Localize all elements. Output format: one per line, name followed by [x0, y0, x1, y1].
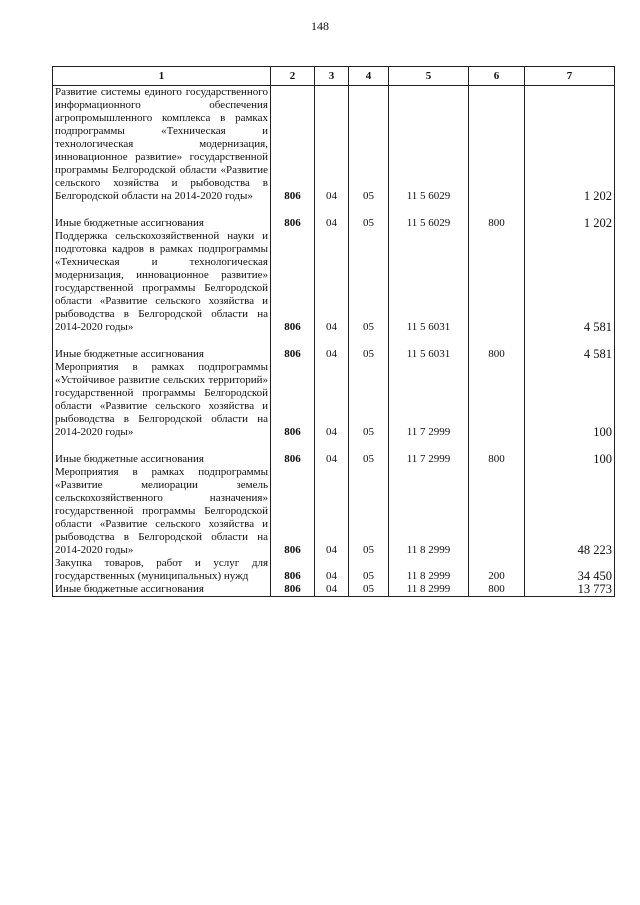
row-sum: 48 223 [525, 466, 615, 557]
row-name: Иные бюджетные ассигнования [53, 453, 271, 466]
row-spacer [53, 203, 615, 217]
row-sum: 1 202 [525, 217, 615, 230]
row-rz: 04 [315, 230, 349, 334]
row-name: Иные бюджетные ассигнования [53, 583, 271, 597]
row-grbs: 806 [271, 361, 315, 439]
header-row [53, 67, 615, 86]
row-csr: 11 5 6029 [389, 86, 469, 204]
header-col-5: 5 [389, 67, 469, 86]
row-grbs: 806 [271, 466, 315, 557]
row-vr: 800 [469, 583, 525, 597]
header-col-4: 4 [349, 67, 389, 86]
row-grbs: 806 [271, 453, 315, 466]
row-rz: 04 [315, 466, 349, 557]
row-csr: 11 8 2999 [389, 557, 469, 583]
table-row [53, 466, 615, 557]
row-pr: 05 [349, 466, 389, 557]
row-vr [469, 466, 525, 557]
table-row [53, 86, 615, 204]
row-sum: 13 773 [525, 583, 615, 597]
row-name: Иные бюджетные ассигнования [53, 348, 271, 361]
row-rz: 04 [315, 361, 349, 439]
row-name: Закупка товаров, работ и услуг для государственных (муниципальных) нужд [53, 557, 271, 583]
row-name: Мероприятия в рамках подпрограммы «Устойчивое развитие сельских территорий» государственной программы Белгородской области «Развитие сельского хозяйства и рыбоводства в Белгородской области на 2014-2020 годы» [53, 361, 271, 439]
row-pr: 05 [349, 217, 389, 230]
header-col-1: 1 [53, 67, 271, 86]
row-vr: 800 [469, 217, 525, 230]
row-rz: 04 [315, 583, 349, 597]
row-spacer [53, 439, 615, 453]
row-rz: 04 [315, 557, 349, 583]
row-vr: 200 [469, 557, 525, 583]
row-grbs: 806 [271, 86, 315, 204]
row-pr: 05 [349, 348, 389, 361]
table-row [53, 557, 615, 583]
row-pr: 05 [349, 557, 389, 583]
row-vr [469, 230, 525, 334]
row-csr: 11 8 2999 [389, 466, 469, 557]
row-pr: 05 [349, 230, 389, 334]
row-vr [469, 361, 525, 439]
row-rz: 04 [315, 217, 349, 230]
table-row [53, 217, 615, 230]
row-spacer [53, 334, 615, 348]
row-csr: 11 8 2999 [389, 583, 469, 597]
table-row [53, 361, 615, 439]
row-grbs: 806 [271, 230, 315, 334]
row-pr: 05 [349, 361, 389, 439]
page-number: 148 [311, 19, 329, 33]
row-csr: 11 7 2999 [389, 453, 469, 466]
row-rz: 04 [315, 453, 349, 466]
budget-table [52, 66, 615, 597]
row-sum: 34 450 [525, 557, 615, 583]
row-csr: 11 5 6031 [389, 230, 469, 334]
row-vr: 800 [469, 453, 525, 466]
row-name: Иные бюджетные ассигнования [53, 217, 271, 230]
table-row [53, 583, 615, 597]
row-rz: 04 [315, 348, 349, 361]
row-vr: 800 [469, 348, 525, 361]
row-rz: 04 [315, 86, 349, 204]
row-sum: 4 581 [525, 230, 615, 334]
row-sum: 100 [525, 361, 615, 439]
row-grbs: 806 [271, 583, 315, 597]
row-pr: 05 [349, 86, 389, 204]
row-grbs: 806 [271, 217, 315, 230]
row-sum: 4 581 [525, 348, 615, 361]
row-name: Мероприятия в рамках подпрограммы «Развитие мелиорации земель сельскохозяйственного назначения» государственной программы Белгородской области «Развитие сельского хозяйства и рыбоводства в Белгородской области на 2014-2020 годы» [53, 466, 271, 557]
row-grbs: 806 [271, 557, 315, 583]
table-row [53, 348, 615, 361]
row-sum: 1 202 [525, 86, 615, 204]
header-col-3: 3 [315, 67, 349, 86]
row-grbs: 806 [271, 348, 315, 361]
row-vr [469, 86, 525, 204]
row-pr: 05 [349, 583, 389, 597]
row-csr: 11 5 6029 [389, 217, 469, 230]
row-csr: 11 7 2999 [389, 361, 469, 439]
table-row [53, 230, 615, 334]
row-name: Поддержка сельскохозяйственной науки и подготовка кадров в рамках подпрограммы «Техническая и технологическая модернизация, инновационное развитие» государственной программы Белгородской области «Развитие сельского хозяйства и рыбоводства в Белгородской области на 2014-2020 годы» [53, 230, 271, 334]
header-col-2: 2 [271, 67, 315, 86]
row-csr: 11 5 6031 [389, 348, 469, 361]
header-col-6: 6 [469, 67, 525, 86]
table-row [53, 453, 615, 466]
row-name: Развитие системы единого государственного информационного обеспечения агропромышленного комплекса в рамках подпрограммы «Техническая и технологическая модернизация, инновационное развитие» государственной программы Белгородской области «Развитие сельского хозяйства и рыбоводства в Белгородской области на 2014-2020 годы» [53, 86, 271, 204]
row-sum: 100 [525, 453, 615, 466]
header-col-7: 7 [525, 67, 615, 86]
row-pr: 05 [349, 453, 389, 466]
